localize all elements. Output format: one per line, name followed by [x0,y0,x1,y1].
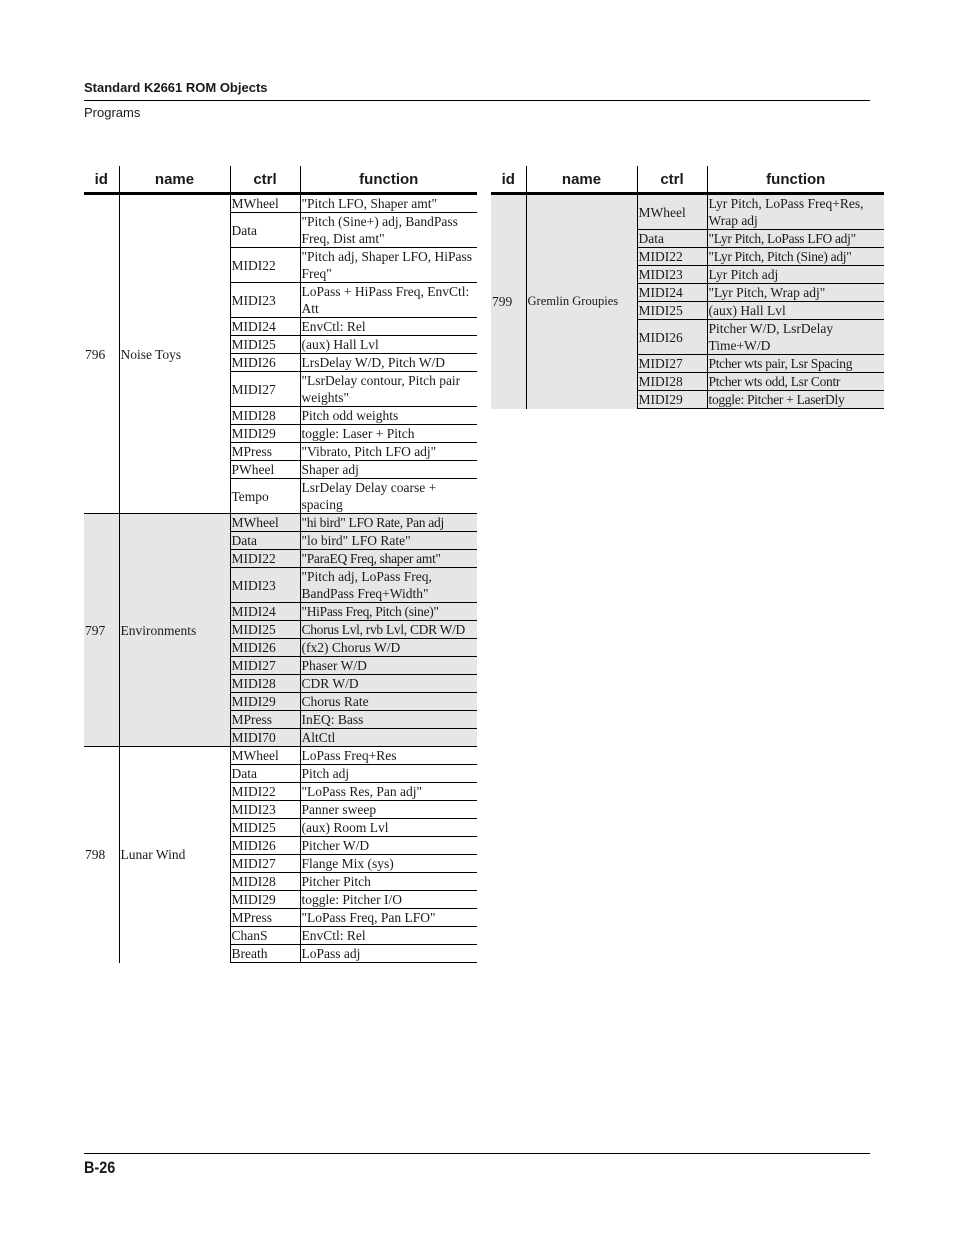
function-cell: Pitch odd weights [300,407,477,425]
function-cell: "HiPass Freq, Pitch (sine)" [300,603,477,621]
controller-cell: MIDI22 [230,550,300,568]
function-cell: Chorus Rate [300,693,477,711]
function-cell: "Lyr Pitch, Pitch (Sine) adj" [707,248,884,266]
controller-cell: MIDI26 [230,354,300,372]
function-cell: "Lyr Pitch, LoPass LFO adj" [707,230,884,248]
function-cell: toggle: Laser + Pitch [300,425,477,443]
program-row [84,194,477,213]
function-cell: Pitcher W/D, LsrDelay Time+W/D [707,320,884,355]
program-table-left [84,166,477,963]
controller-cell: MIDI22 [230,783,300,801]
controller-cell: Data [230,532,300,550]
controller-cell: MPress [230,711,300,729]
program-row [491,194,884,230]
function-cell: CDR W/D [300,675,477,693]
controller-cell: Data [230,213,300,248]
col-header-ctrl: ctrl [637,166,707,194]
function-cell: EnvCtl: Rel [300,927,477,945]
function-cell: (aux) Hall Lvl [300,336,477,354]
controller-cell: MIDI23 [230,568,300,603]
controller-cell: MIDI27 [637,355,707,373]
program-row [84,747,477,765]
function-cell: (aux) Hall Lvl [707,302,884,320]
controller-cell: MIDI24 [637,284,707,302]
function-cell: "Lyr Pitch, Wrap adj" [707,284,884,302]
col-header-function: function [300,166,477,194]
function-cell: (aux) Room Lvl [300,819,477,837]
function-cell: EnvCtl: Rel [300,318,477,336]
controller-cell: MIDI27 [230,657,300,675]
controller-cell: MIDI29 [230,891,300,909]
controller-cell: MIDI28 [230,675,300,693]
program-table-right [491,166,884,409]
function-cell: Pitcher Pitch [300,873,477,891]
function-cell: Chorus Lvl, rvb Lvl, CDR W/D [300,621,477,639]
controller-cell: MIDI25 [230,621,300,639]
program-rows [84,194,477,963]
function-cell: "Pitch adj, Shaper LFO, HiPass Freq" [300,248,477,283]
function-cell: "Pitch adj, LoPass Freq, BandPass Freq+Width" [300,568,477,603]
controller-cell: MIDI22 [230,248,300,283]
function-cell: "Pitch LFO, Shaper amt" [300,194,477,213]
function-cell: "Vibrato, Pitch LFO adj" [300,443,477,461]
controller-cell: MIDI28 [230,873,300,891]
function-cell: Ptcher wts pair, Lsr Spacing [707,355,884,373]
controller-cell: MIDI26 [637,320,707,355]
program-name: Gremlin Groupies [526,194,637,409]
col-header-id: id [84,166,119,194]
footer-divider [84,1153,870,1154]
controller-cell: MIDI70 [230,729,300,747]
controller-cell: Data [230,765,300,783]
col-header-id: id [491,166,526,194]
controller-cell: MIDI23 [230,283,300,318]
program-id: 799 [491,194,526,409]
function-cell: Lyr Pitch adj [707,266,884,284]
function-cell: AltCtl [300,729,477,747]
col-header-name: name [526,166,637,194]
controller-cell: ChanS [230,927,300,945]
controller-cell: MIDI22 [637,248,707,266]
program-name: Environments [119,514,230,747]
program-id: 797 [84,514,119,747]
controller-cell: MIDI28 [230,407,300,425]
program-id: 798 [84,747,119,963]
header-divider [84,100,870,101]
controller-cell: Tempo [230,479,300,514]
controller-cell: MIDI23 [230,801,300,819]
controller-cell: MWheel [637,194,707,230]
function-cell: "hi bird" LFO Rate, Pan adj [300,514,477,532]
controller-cell: MIDI23 [637,266,707,284]
program-row [84,514,477,532]
controller-cell: MPress [230,443,300,461]
function-cell: LoPass adj [300,945,477,963]
controller-cell: MIDI28 [637,373,707,391]
col-header-name: name [119,166,230,194]
controller-cell: MIDI24 [230,318,300,336]
function-cell: LrsDelay W/D, Pitch W/D [300,354,477,372]
controller-cell: PWheel [230,461,300,479]
function-cell: Panner sweep [300,801,477,819]
function-cell: Pitcher W/D [300,837,477,855]
table-header-row [491,166,884,194]
controller-cell: MWheel [230,747,300,765]
controller-cell: MIDI27 [230,855,300,873]
function-cell: "Pitch (Sine+) adj, BandPass Freq, Dist amt" [300,213,477,248]
function-cell: "LsrDelay contour, Pitch pair weights" [300,372,477,407]
function-cell: toggle: Pitcher + LaserDly [707,391,884,409]
function-cell: Flange Mix (sys) [300,855,477,873]
controller-cell: MIDI26 [230,639,300,657]
function-cell: toggle: Pitcher I/O [300,891,477,909]
function-cell: InEQ: Bass [300,711,477,729]
controller-cell: MIDI29 [637,391,707,409]
program-id: 796 [84,194,119,514]
function-cell: (fx2) Chorus W/D [300,639,477,657]
program-name: Lunar Wind [119,747,230,963]
controller-cell: MIDI27 [230,372,300,407]
page-number: B-26 [84,1158,116,1177]
function-cell: Lyr Pitch, LoPass Freq+Res, Wrap adj [707,194,884,230]
controller-cell: MWheel [230,194,300,213]
controller-cell: MIDI24 [230,603,300,621]
function-cell: Ptcher wts odd, Lsr Contr [707,373,884,391]
controller-cell: MIDI26 [230,837,300,855]
controller-cell: Breath [230,945,300,963]
program-name: Noise Toys [119,194,230,514]
function-cell: "LoPass Freq, Pan LFO" [300,909,477,927]
controller-cell: Data [637,230,707,248]
function-cell: Phaser W/D [300,657,477,675]
function-cell: Pitch adj [300,765,477,783]
controller-cell: MIDI29 [230,693,300,711]
controller-cell: MIDI29 [230,425,300,443]
function-cell: "ParaEQ Freq, shaper amt" [300,550,477,568]
running-header-title: Standard K2661 ROM Objects [84,80,268,95]
table-header-row [84,166,477,194]
controller-cell: MPress [230,909,300,927]
controller-cell: MWheel [230,514,300,532]
function-cell: LsrDelay Delay coarse + spacing [300,479,477,514]
function-cell: "LoPass Res, Pan adj" [300,783,477,801]
controller-cell: MIDI25 [637,302,707,320]
function-cell: LoPass Freq+Res [300,747,477,765]
controller-cell: MIDI25 [230,336,300,354]
col-header-ctrl: ctrl [230,166,300,194]
program-rows [491,194,884,409]
controller-cell: MIDI25 [230,819,300,837]
col-header-function: function [707,166,884,194]
running-header-section: Programs [84,105,141,120]
function-cell: Shaper adj [300,461,477,479]
function-cell: LoPass + HiPass Freq, EnvCtl: Att [300,283,477,318]
function-cell: "lo bird" LFO Rate" [300,532,477,550]
